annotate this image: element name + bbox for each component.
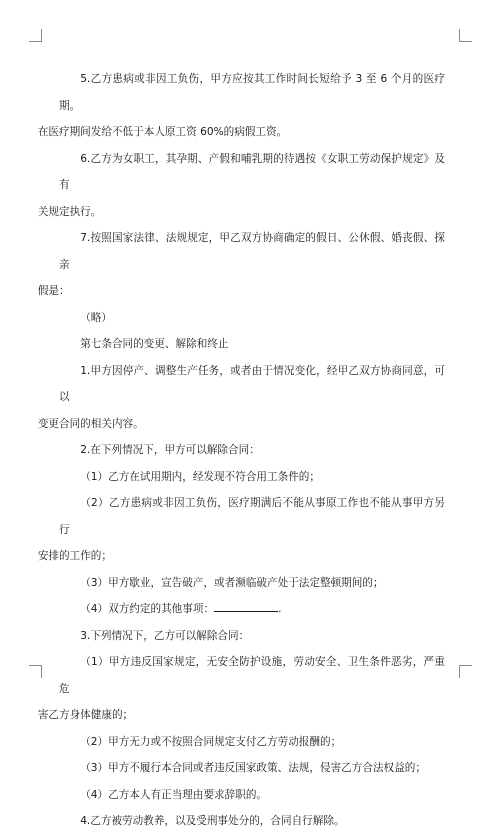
list-item-text: （4）双方约定的其他事项： [80,603,215,615]
crop-mark-bottom-left [29,665,42,678]
list-item-text: （3）甲方歇业，宣告破产，或者濒临破产处于法定整顿期间的； [80,576,384,589]
list-item-employer-2 [37,490,445,570]
paragraph-line: 4.乙方被劳动教养，以及受刑事处分的，合同自行解除。 [80,815,345,827]
list-item-employer-3 [59,570,445,597]
paragraph-employer-termination [59,437,445,464]
paragraph-line: 3.下列情况下，乙方可以解除合同： [80,629,250,642]
paragraph-line: 假是： [37,285,70,297]
paragraph-line: （略） [80,311,112,324]
fill-in-blank-line[interactable] [214,601,278,612]
paragraph-holidays [37,225,445,305]
section-heading-text: 第七条合同的变更、解除和终止 [80,338,229,350]
paragraph-contract-change [37,358,445,438]
document-body [37,66,445,835]
paragraph-line: 5.乙方患病或非因工负伤，甲方应按其工作时间长短给予 3 至 6 个月的医疗期。 [59,73,445,112]
paragraph-line: 2.在下列情况下，甲方可以解除合同： [80,444,260,456]
paragraph-line: （2）乙方患病或非因工负伤，医疗期满后不能从事原工作也不能从事甲方另行 [59,497,445,536]
paragraph-line: 关规定执行。 [37,205,102,218]
list-item-text: （3）甲方不履行本合同或者违反国家政策、法规，侵害乙方合法权益的； [80,762,426,774]
list-item-employee-1 [37,649,445,729]
section-heading-article-7 [59,331,445,358]
list-item-employer-1 [59,464,445,491]
list-item-suffix: . [278,603,282,615]
paragraph-line: 变更合同的相关内容。 [37,417,144,430]
paragraph-automatic-termination [59,808,445,835]
paragraph-line: 害乙方身体健康的； [37,709,134,721]
paragraph-line: 在医疗期间发给不低于本人原工资 60%的病假工资。 [37,126,288,138]
paragraph-line: 6.乙方为女职工，其孕期、产假和哺乳期的待遇按《女职工劳动保护规定》及有 [59,152,445,191]
crop-mark-bottom-right [459,665,472,678]
list-item-employee-4 [59,782,445,809]
list-item-employee-3 [59,755,445,782]
paragraph-line: （1）甲方违反国家规定，无安全防护设施，劳动安全、卫生条件恶劣，严重危 [59,656,445,695]
paragraph-female-workers [37,146,445,226]
paragraph-line: 1.甲方因停产、调整生产任务，或者由于情况变化，经甲乙双方协商同意，可以 [59,364,445,403]
list-item-employee-2 [59,729,445,756]
crop-mark-top-left [29,29,42,42]
crop-mark-top-right [459,29,472,42]
paragraph-employee-termination [59,623,445,650]
paragraph-line: 安排的工作的； [37,550,112,562]
list-item-text: （4）乙方本人有正当理由要求辞职的。 [80,788,268,801]
paragraph-omitted [59,305,445,332]
paragraph-medical-period [37,66,445,146]
paragraph-line: 7.按照国家法律、法规规定，甲乙双方协商确定的假日、公休假、婚丧假、探亲 [59,232,445,271]
list-item-text: （2）甲方无力或不按照合同规定支付乙方劳动报酬的； [80,735,342,748]
list-item-text: （1）乙方在试用期内，经发现不符合用工条件的； [80,470,320,483]
list-item-employer-4 [59,596,445,623]
